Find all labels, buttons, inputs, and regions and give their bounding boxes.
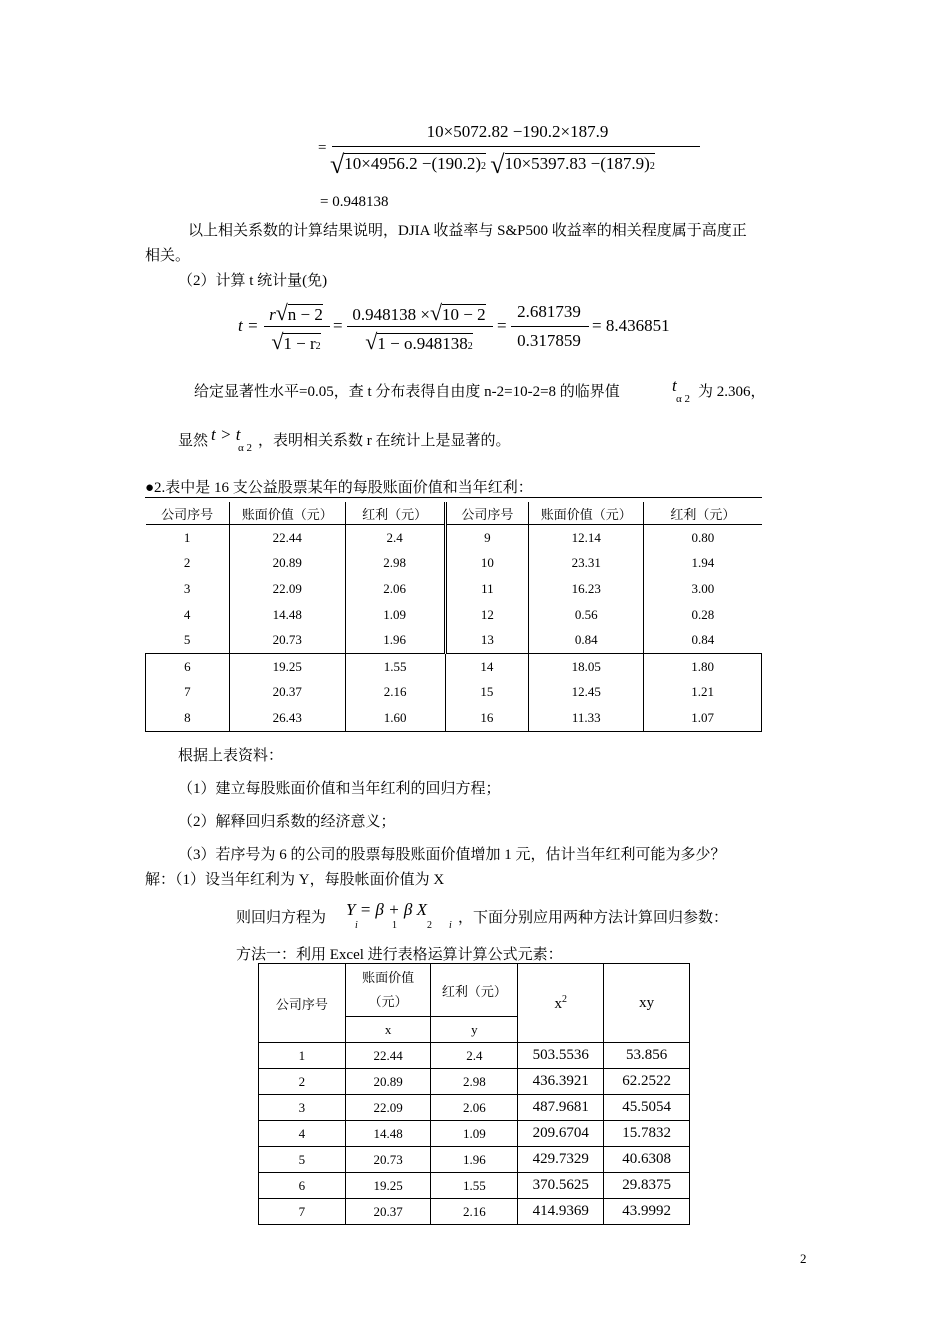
paragraph-3-start: 显然	[178, 433, 209, 449]
questions-intro: 根据上表资料：	[178, 748, 284, 764]
header-cell: $x^2$	[518, 964, 604, 1043]
fraction-bar	[511, 326, 589, 327]
table-row: 6 19.25 1.55 370.5625 29.8375	[259, 1173, 690, 1199]
header-cell: 账面价值（元）	[229, 502, 345, 525]
method-1-heading: 方法一：利用 Excel 进行表格运算计算公式元素：	[236, 947, 563, 963]
sqrt-a: 10×4956.2 −(190.2)2	[344, 154, 487, 173]
alpha-subscript: α 2	[238, 442, 253, 454]
question-3: （3）若序号为 6 的公司的股票每股账面价值增加 1 元，估计当年红利可能为多少？	[178, 847, 726, 863]
subscript-2: 2	[427, 920, 432, 931]
formula2-num3: 2.681739	[517, 302, 581, 321]
table-row: 4 14.48 1.09 209.6704 15.7832	[259, 1121, 690, 1147]
header-cell: x	[345, 1017, 431, 1043]
formula2-den1: √1 − r2	[271, 329, 321, 354]
page-number: 2	[800, 1251, 807, 1266]
table-row: 3 22.09 2.06 487.9681 45.5054	[259, 1095, 690, 1121]
header-cell: 账面价值（元）	[529, 502, 644, 525]
table-row: 5 20.73 1.96 429.7329 40.6308	[259, 1147, 690, 1173]
formula-denominator: √10×4956.2 −(190.2)2 √10×5397.83 −(187.9)2	[330, 150, 655, 179]
formula2-t: t =	[238, 316, 259, 335]
table-row: 2 20.89 2.98 10 23.31 1.94	[146, 551, 762, 577]
sqrt-b: 10×5397.83 −(187.9)2	[504, 154, 655, 173]
formula2-eq1: =	[333, 316, 343, 335]
subscript-i: i	[355, 920, 358, 931]
table-row: 5 20.73 1.96 13 0.84 0.84	[146, 627, 762, 653]
formula2-eq2: =	[497, 316, 507, 335]
problem-2-title: ●2.表中是 16 支公益股票某年的每股账面价值和当年红利：	[145, 480, 533, 496]
table1-top-rule	[145, 497, 762, 498]
table-row: 2 20.89 2.98 436.3921 62.2522	[259, 1069, 690, 1095]
formula2-result: = 8.436851	[592, 316, 670, 335]
fraction-bar	[332, 146, 700, 147]
formula2-num1: r√n − 2	[269, 300, 323, 325]
formula2-num2: 0.948138 ×√10 − 2	[352, 300, 486, 325]
header-cell: 公司序号	[445, 502, 529, 525]
regression-equation: Y = β + β X	[346, 900, 427, 919]
solution-intro: 解：（1）设当年红利为 Y，每股帐面价值为 X	[145, 872, 445, 888]
table-header-row	[259, 964, 690, 1017]
fraction-bar	[264, 326, 330, 327]
paragraph-1-cont: 相关。	[145, 248, 191, 264]
table-row: 3 22.09 2.06 11 16.23 3.00	[146, 576, 762, 602]
excel-table	[258, 963, 690, 1225]
formula2-den3: 0.317859	[517, 331, 581, 350]
t-symbol: t	[672, 376, 677, 395]
table-row: 1 22.44 2.4 503.5536 53.856	[259, 1043, 690, 1069]
table-header-row	[146, 502, 762, 525]
formula-eq-sign: =	[318, 140, 327, 156]
data-table	[145, 502, 762, 732]
fraction-bar	[347, 326, 493, 327]
header-cell: 账面价值 （元）	[345, 964, 431, 1017]
formula-numerator: 10×5072.82 −190.2×187.9	[426, 122, 609, 141]
table-row: 7 20.37 2.16 15 12.45 1.21	[146, 680, 762, 706]
header-cell: y	[431, 1017, 518, 1043]
paragraph-1: 以上相关系数的计算结果说明，DJIA 收益率与 S&P500 收益率的相关程度属于高度正	[188, 223, 747, 239]
table-row: 7 20.37 2.16 414.9369 43.9992	[259, 1199, 690, 1225]
question-1: （1）建立每股账面价值和当年红利的回归方程；	[178, 781, 501, 797]
subscript-1: 1	[392, 920, 397, 931]
table-row: 1 22.44 2.4 9 12.14 0.80	[146, 525, 762, 551]
subscript-i: i	[449, 920, 452, 931]
header-cell: 红利（元）	[644, 502, 762, 525]
table-row: 8 26.43 1.60 16 11.33 1.07	[146, 705, 762, 731]
question-2: （2）解释回归系数的经济意义；	[178, 814, 396, 830]
t-gt-t: t > t	[211, 425, 241, 444]
header-cell: 红利（元）	[345, 502, 445, 525]
paragraph-2-end: 为 2.306，	[698, 384, 766, 400]
table-row: 6 19.25 1.55 14 18.05 1.80	[146, 653, 762, 679]
header-cell: 红利（元）	[431, 964, 518, 1017]
regression-text-a: 则回归方程为	[236, 910, 327, 926]
regression-text-b: ，下面分别应用两种方法计算回归参数：	[458, 910, 729, 926]
formula2-den2: √1 − o.9481382	[365, 329, 473, 354]
header-cell: xy	[604, 964, 690, 1043]
header-cell: 公司序号	[259, 964, 346, 1043]
formula1-result: = 0.948138	[320, 194, 389, 210]
table-row: 4 14.48 1.09 12 0.56 0.28	[146, 602, 762, 628]
paragraph-3-end: ，表明相关系数 r 在统计上是显著的。	[258, 433, 511, 449]
header-cell: 公司序号	[146, 502, 230, 525]
alpha-subscript: α 2	[676, 393, 691, 405]
paragraph-2: 给定显著性水平=0.05，查 t 分布表得自由度 n-2=10-2=8 的临界值	[194, 384, 620, 400]
section-2-heading: （2）计算 t 统计量(免)	[178, 273, 328, 289]
